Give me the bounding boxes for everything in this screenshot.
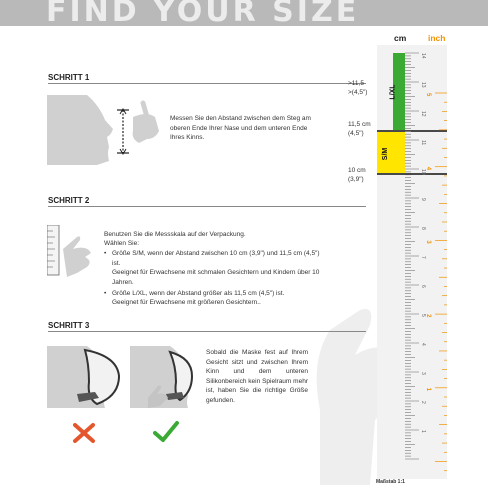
cm-number: 10 [420,169,426,175]
inch-number: 5 [425,93,431,97]
inch-number: 1 [425,387,431,392]
step3-title: SCHRITT 3 [48,321,90,330]
cm-number: 6 [420,285,426,288]
cm-number: 7 [420,256,426,259]
inch-number: 4 [425,166,431,171]
cm-number: 2 [420,401,426,404]
ruler-hand-illustration [47,225,102,285]
inch-number: 3 [425,240,431,244]
mid-threshold-label-cm: 11,5 cm [348,121,371,128]
cm-number: 14 [420,53,426,59]
size-small-label: S/M [382,147,390,161]
cm-number: 4 [420,343,426,346]
size-large-label: L/XL [389,84,397,100]
step1-text: Messen Sie den Abstand zwischen dem Steg am oberen Ende Ihrer Nase und dem unteren Ende Ihres Kinns. [170,115,311,142]
mid-threshold-label-inch: (4,5") [348,130,364,137]
step1-divider [48,83,366,84]
header-banner [0,0,488,29]
step2-intro: Benutzen Sie die Messskala auf der Verpackung. [104,231,246,238]
inch-number: 2 [425,314,431,318]
cm-number: 8 [420,227,426,230]
page-title: FIND YOUR SIZE [46,0,360,29]
step1-title: SCHRITT 1 [48,73,90,82]
step2-bullet-lxl: Größe L/XL, wenn der Abstand größer als 11,5 cm (4,5") ist. [112,290,285,297]
mask-wrong-fit-illustration [47,346,125,408]
step2-bullet-lxl-note: Geeignet für Erwachsene mit größeren Gesichtern.. [112,299,261,306]
bullet-dot: • [104,250,107,257]
step2-divider [48,206,366,207]
small-size-band [377,132,405,173]
ruler-scale-caption: Maßstab 1:1 [376,479,405,485]
step3-text: Sobald die Maske fest auf Ihrem Gesicht sitzt und zwischen Ihrem Kinn und dem unteren Silikonbereich kein Spielraum mehr ist, haben Sie die richtige Größe gefunden. [206,349,308,404]
bullet-dot: • [104,290,107,297]
cm-number: 1 [420,430,426,433]
large-range-label-cm: >11,5 [348,80,364,87]
step3-divider [48,331,366,332]
small-threshold-label-cm: 10 cm [348,167,366,174]
step2-title: SCHRITT 2 [48,196,90,205]
wrong-cross-icon [72,423,96,443]
face-measure-illustration [47,95,167,165]
large-range-label-inch: >(4,5") [348,89,368,96]
cm-number: 13 [420,82,426,88]
right-check-icon [152,420,180,444]
inch-unit-label: inch [428,33,446,43]
cm-number: 3 [420,372,426,375]
step2-choose: Wählen Sie: [104,240,140,247]
small-threshold-label-inch: (3,9") [348,176,364,183]
step2-bullet-sm-note: Geeignet für Erwachsene mit schmalen Gesichtern und Kindern über 10 Jahren. [112,269,320,286]
cm-number: 11 [420,140,426,146]
cm-number: 5 [420,314,426,317]
measuring-ruler [377,45,447,479]
cm-number: 9 [420,198,426,201]
step2-bullet-sm: Größe S/M, wenn der Abstand zwischen 10 cm (3,9") und 11,5 cm (4,5") ist. [112,250,320,267]
cm-unit-label: cm [394,33,407,43]
cm-number: 12 [420,111,426,117]
mask-right-fit-illustration [130,346,208,408]
